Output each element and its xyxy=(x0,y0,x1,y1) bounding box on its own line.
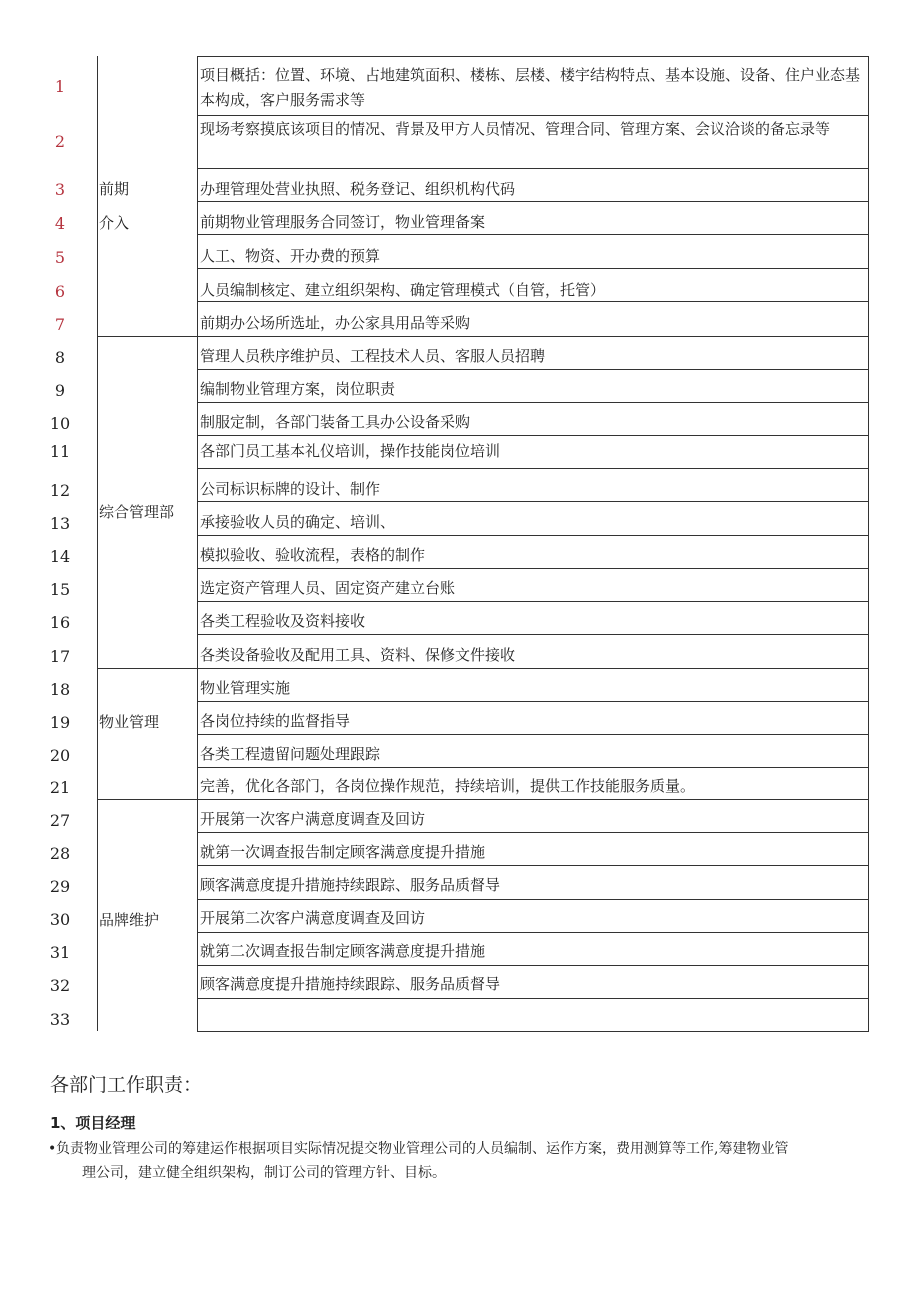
subheading-project-manager: 1、项目经理 xyxy=(50,1114,136,1132)
row-number: 12 xyxy=(49,481,71,500)
task-cell: 项目概括：位置、环境、占地建筑面积、楼栋、层楼、楼宇结构特点、基本设施、设备、住户业态基本构成，客户服务需求等 xyxy=(200,66,861,109)
task-cell: 各类设备验收及配用工具、资料、保修文件接收 xyxy=(200,646,516,664)
row-number: 1 xyxy=(54,77,66,96)
row-number: 8 xyxy=(54,348,66,367)
row-number: 5 xyxy=(54,248,66,267)
task-cell: 完善，优化各部门，各岗位操作规范，持续培训，提供工作技能服务质量。 xyxy=(200,777,696,795)
task-cell: 承接验收人员的确定、培训、 xyxy=(200,513,396,531)
row-number: 11 xyxy=(49,442,71,461)
row-rule xyxy=(197,402,869,403)
task-cell: 制服定制，各部门装备工具办公设备采购 xyxy=(200,413,471,431)
row-rule xyxy=(197,932,869,933)
paragraph-line-2: 理公司，建立健全组织架构，制订公司的管理方针、目标。 xyxy=(82,1165,446,1181)
row-number: 16 xyxy=(49,613,71,632)
paragraph-text xyxy=(50,1137,880,1185)
task-cell: 各岗位持续的监督指导 xyxy=(200,712,351,730)
row-number: 31 xyxy=(49,943,71,962)
row-rule xyxy=(197,535,869,536)
content-column-right-border xyxy=(868,56,869,1031)
bullet-marker: • xyxy=(48,1141,57,1157)
row-number: 18 xyxy=(49,680,71,699)
task-cell: 模拟验收、验收流程，表格的制作 xyxy=(200,546,426,564)
row-number: 20 xyxy=(49,746,71,765)
task-cell: 开展第二次客户满意度调查及回访 xyxy=(200,909,426,927)
row-rule xyxy=(197,468,869,469)
task-cell: 就第二次调查报告制定顾客满意度提升措施 xyxy=(200,942,486,960)
row-number: 15 xyxy=(49,580,71,599)
category-brand-maintenance: 品牌维护 xyxy=(99,911,160,929)
row-rule xyxy=(197,965,869,966)
row-number: 28 xyxy=(49,844,71,863)
row-rule xyxy=(197,601,869,602)
row-number: 4 xyxy=(54,214,66,233)
section-heading: 各部门工作职责： xyxy=(50,1074,203,1096)
task-cell: 编制物业管理方案，岗位职责 xyxy=(200,380,396,398)
row-number: 29 xyxy=(49,877,71,896)
row-rule xyxy=(197,435,869,436)
row-number: 2 xyxy=(54,132,66,151)
row-number: 10 xyxy=(49,414,71,433)
row-rule xyxy=(197,115,869,116)
task-cell: 开展第一次客户满意度调查及回访 xyxy=(200,810,426,828)
task-cell: 现场考察摸底该项目的情况、背景及甲方人员情况、管理合同、管理方案、会议洽谈的备忘录等 xyxy=(200,120,831,138)
row-rule xyxy=(197,899,869,900)
task-cell: 办理管理处营业执照、税务登记、组织机构代码 xyxy=(200,180,516,198)
task-cell: 人工、物资、开办费的预算 xyxy=(200,247,381,265)
row-rule xyxy=(197,767,869,768)
row-rule xyxy=(197,832,869,833)
task-cell: 人员编制核定、建立组织架构、确定管理模式（自管，托管） xyxy=(200,281,606,299)
paragraph-line-1: 负责物业管理公司的筹建运作根据项目实际情况提交物业管理公司的人员编制、运作方案，费用测算等工作,筹建物业管 xyxy=(56,1141,789,1157)
row-rule xyxy=(197,865,869,866)
task-cell: 各部门员工基本礼仪培训，操作技能岗位培训 xyxy=(200,442,501,460)
row-number: 27 xyxy=(49,811,71,830)
category-general-management: 综合管理部 xyxy=(99,503,175,521)
group-rule xyxy=(97,336,869,337)
row-rule xyxy=(197,998,869,999)
task-cell: 各类工程遗留问题处理跟踪 xyxy=(200,745,381,763)
task-cell: 公司标识标牌的设计、制作 xyxy=(200,480,381,498)
row-number: 17 xyxy=(49,647,71,666)
row-number: 14 xyxy=(49,547,71,566)
row-rule xyxy=(197,634,869,635)
category-early: 前期 xyxy=(99,180,130,198)
row-number: 32 xyxy=(49,976,71,995)
row-number: 30 xyxy=(49,910,71,929)
task-cell: 选定资产管理人员、固定资产建立台账 xyxy=(200,579,456,597)
row-rule xyxy=(197,568,869,569)
group-rule xyxy=(97,668,869,669)
row-number: 13 xyxy=(49,514,71,533)
row-rule xyxy=(197,734,869,735)
task-cell: 顾客满意度提升措施持续跟踪、服务品质督导 xyxy=(200,975,501,993)
row-number: 7 xyxy=(54,315,66,334)
task-cell: 顾客满意度提升措施持续跟踪、服务品质督导 xyxy=(200,876,501,894)
duty-paragraph xyxy=(50,1137,880,1185)
group-rule xyxy=(97,799,869,800)
row-rule xyxy=(197,168,869,169)
row-rule xyxy=(197,1031,869,1032)
task-cell: 前期物业管理服务合同签订，物业管理备案 xyxy=(200,213,486,231)
task-cell: 各类工程验收及资料接收 xyxy=(200,612,366,630)
task-cell: 物业管理实施 xyxy=(200,679,291,697)
row-number: 9 xyxy=(54,381,66,400)
row-number: 3 xyxy=(54,180,66,199)
row-rule xyxy=(197,56,869,57)
category-early-2: 介入 xyxy=(99,214,130,232)
row-number: 21 xyxy=(49,778,71,797)
category-column-left-border xyxy=(97,56,98,1031)
task-cell: 管理人员秩序维护员、工程技术人员、客服人员招聘 xyxy=(200,347,546,365)
task-cell: 就第一次调查报告制定顾客满意度提升措施 xyxy=(200,843,486,861)
row-rule xyxy=(197,369,869,370)
task-cell: 前期办公场所选址，办公家具用品等采购 xyxy=(200,314,471,332)
row-number: 6 xyxy=(54,282,66,301)
row-number: 19 xyxy=(49,713,71,732)
category-property-management: 物业管理 xyxy=(99,713,160,731)
row-number: 33 xyxy=(49,1010,71,1029)
row-rule xyxy=(197,701,869,702)
